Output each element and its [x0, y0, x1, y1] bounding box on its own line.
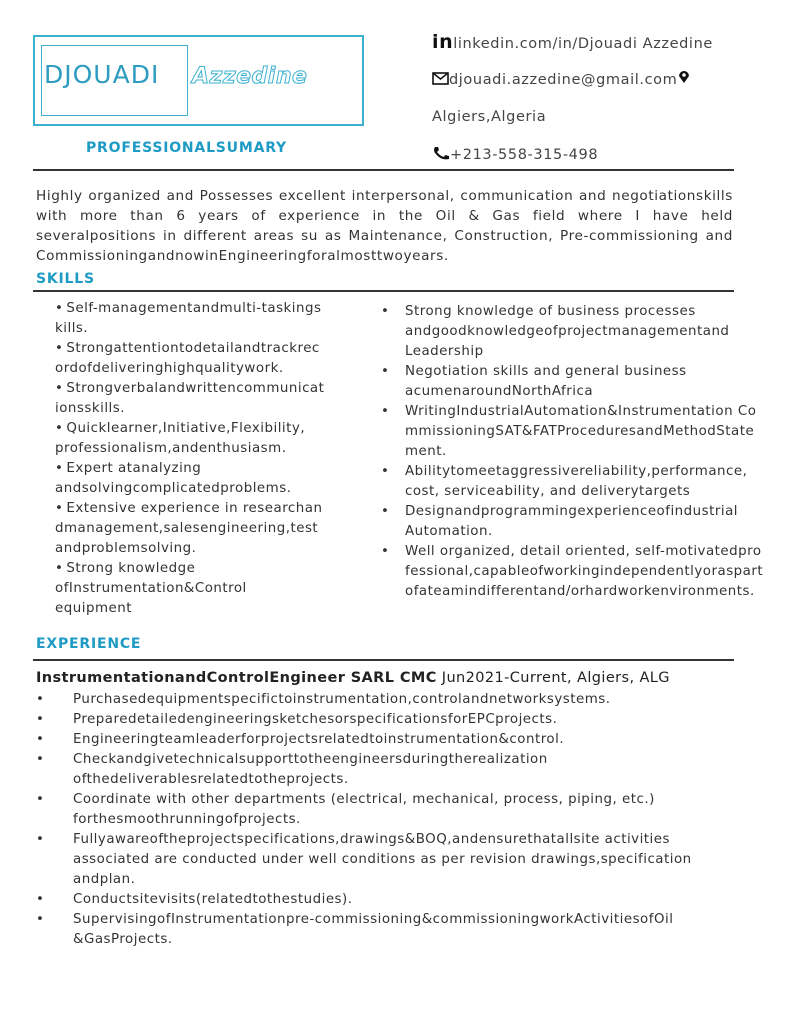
list-item: • SupervisingofInstrumentationpre-commissioning&commissioningworkActivitiesofOil &GasProjects.: [36, 912, 674, 947]
summary-title: PROFESSIONALSUMARY: [86, 140, 287, 156]
job-role: InstrumentationandControlEngineer SARL CMC: [36, 670, 437, 686]
skills-right-column: [381, 302, 766, 602]
list-item: • Extensive experience in researchandmanagement,salesengineering,testandproblemsolving.: [55, 501, 323, 556]
email-contact[interactable]: [432, 70, 691, 88]
list-item: • WritingIndustrialAutomation&Instrumentation CommissioningSAT&FATProceduresandMethodStatement.: [381, 404, 757, 459]
list-item: • Fullyawareoftheprojectspecifications,drawings&BOQ,andensurethatallsite activities associated are conducted under well conditions as per revision drawings,specification andplan.: [36, 832, 692, 887]
list-item: • Strong knowledge of business processes andgoodknowledgeofprojectmanagementand Leadership: [381, 304, 730, 359]
experience-divider: [33, 659, 734, 661]
location-contact: Algiers,Algeria: [432, 109, 547, 125]
skills-divider: [33, 290, 734, 292]
list-item: • Quicklearner,Initiative,Flexibility, professionalism,andenthusiasm.: [55, 421, 306, 456]
experience-list: [36, 690, 733, 950]
map-pin-icon: [677, 70, 691, 88]
list-item: • Abilitytomeetaggressivereliability,performance, cost, serviceability, and deliverytargets: [381, 464, 748, 499]
list-item: • Checkandgivetechnicalsupporttotheengineersduringtherealization ofthedeliverablesrelatedtotheprojects.: [36, 752, 548, 787]
list-item: • Strongverbalandwrittencommunicationsskills.: [55, 381, 325, 416]
list-item: • Engineeringteamleaderforprojectsrelatedtoinstrumentation&control.: [36, 732, 565, 747]
list-item: • Self-managementandmulti-taskingskills.: [55, 301, 322, 336]
list-item: • Purchasedequipmentspecifictoinstrumentation,controlandnetworksystems.: [36, 692, 611, 707]
phone-icon: [432, 146, 450, 163]
job-header: [36, 670, 670, 686]
list-item: • Coordinate with other departments (electrical, mechanical, process, piping, etc.) forthesmoothrunningofprojects.: [36, 792, 655, 827]
linkedin-contact[interactable]: [432, 31, 713, 53]
envelope-icon: [432, 72, 449, 88]
list-item: • Strongattentiontodetailandtrackrecordofdeliveringhighqualitywork.: [55, 341, 320, 376]
list-item: • Expert atanalyzing andsolvingcomplicatedproblems.: [55, 461, 292, 496]
first-name: DJOUADI: [44, 60, 160, 89]
skills-left-column: [55, 299, 325, 619]
list-item: • Well organized, detail oriented, self-motivatedprofessional,capableofworkingindependentlyoraspartofateamindifferentand/orhardworkenvironments.: [381, 544, 764, 599]
skills-title: SKILLS: [36, 271, 95, 287]
list-item: • Negotiation skills and general business acumenaroundNorthAfrica: [381, 364, 687, 399]
experience-title: EXPERIENCE: [36, 636, 142, 652]
email-text: djouadi.azzedine@gmail.com: [449, 72, 678, 88]
list-item: • Conductsitevisits(relatedtothestudies).: [36, 892, 353, 907]
linkedin-text: linkedin.com/in/Djouadi Azzedine: [453, 36, 713, 52]
summary-divider: [33, 169, 734, 171]
phone-text: +213-558-315-498: [450, 147, 599, 163]
linkedin-icon: in: [432, 31, 454, 53]
last-name: Azzedine: [192, 64, 308, 89]
phone-contact[interactable]: [432, 146, 598, 163]
job-period: Jun2021-Current, Algiers, ALG: [441, 670, 670, 686]
list-item: • Designandprogrammingexperienceofindustrial Automation.: [381, 504, 739, 539]
list-item: • PreparedetailedengineeringsketchesorspecificationsforEPCprojects.: [36, 712, 558, 727]
list-item: • Strong knowledge ofInstrumentation&Control equipment: [55, 561, 247, 616]
summary-text: Highly organized and Possesses excellent interpersonal, communication and negotiationskills with more than 6 years of experience in the Oil & Gas field where I have held severalpositions in different areas su as Maintenance, Construction, Pre-commissioning and CommissioningandnowinEngineeringforalmosttwoyears.: [36, 188, 733, 264]
